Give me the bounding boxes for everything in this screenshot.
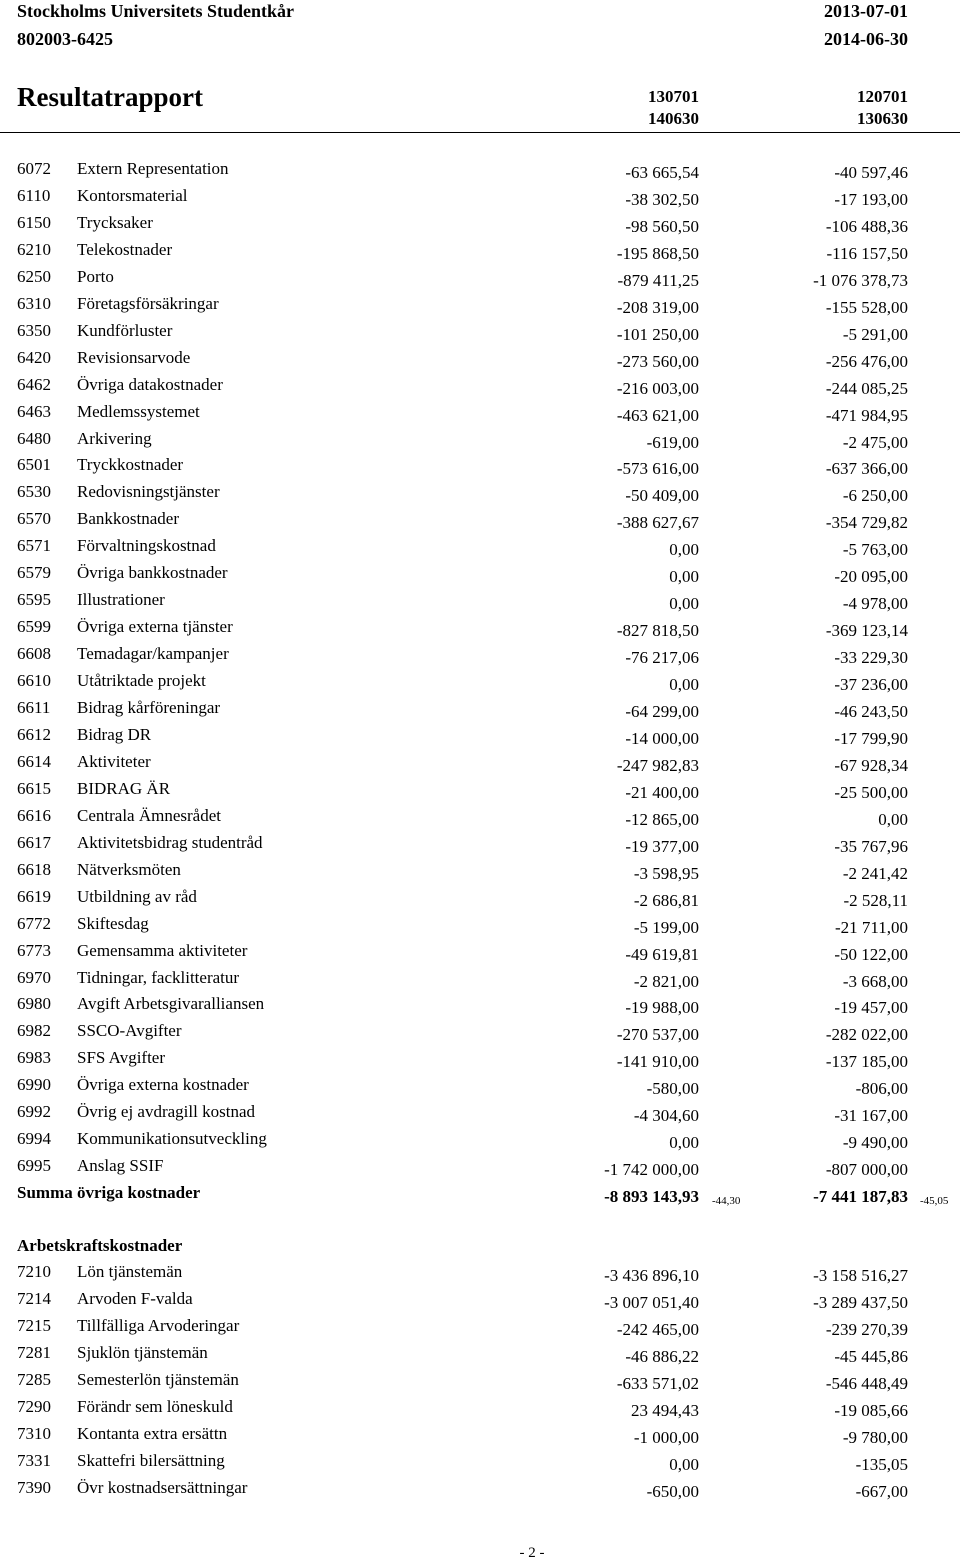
account-number: 6611 [17, 698, 51, 717]
value-current-year: -12 865,00 [625, 809, 699, 829]
account-name: Gemensamma aktiviteter [77, 940, 248, 960]
account-name: Trycksaker [77, 212, 153, 232]
value-current-year: -4 304,60 [633, 1106, 699, 1126]
value-previous-year: -4 978,00 [842, 594, 908, 614]
value-previous-year: -17 799,90 [834, 728, 908, 748]
table-row [0, 1262, 960, 1289]
value-current-year: 0,00 [669, 675, 699, 695]
account-number: 6980 [17, 994, 51, 1014]
account-number: 6615 [17, 778, 51, 798]
table-row [0, 590, 960, 617]
account-number: 6595 [17, 590, 51, 610]
table-row [0, 1343, 960, 1370]
account-name: Övriga datakostnader [77, 374, 223, 394]
value-previous-year: -19 085,66 [834, 1400, 908, 1420]
table-row [0, 644, 960, 671]
account-number: 6250 [17, 266, 51, 286]
account-number: 6579 [17, 563, 51, 583]
value-previous-year: -116 157,50 [826, 243, 908, 263]
value-current-year: -879 411,25 [617, 270, 699, 290]
account-name: Övr kostnadsersättningar [77, 1477, 248, 1497]
account-number: 6420 [17, 347, 51, 367]
table-row [0, 887, 960, 914]
summary-value-previous-year: -7 441 187,83 [813, 1187, 908, 1207]
value-current-year: -3 007 051,40 [604, 1292, 699, 1312]
table-row [0, 1397, 960, 1424]
table-row [0, 860, 960, 887]
account-name: Redovisningstjänster [77, 482, 220, 502]
value-current-year: -195 868,50 [616, 243, 699, 263]
value-current-year: -19 377,00 [625, 836, 699, 856]
account-name: Porto [77, 266, 114, 286]
account-number: 6612 [17, 724, 51, 744]
account-name: Arkivering [77, 428, 152, 448]
value-previous-year: -471 984,95 [825, 405, 908, 425]
table-row [0, 806, 960, 833]
table-row [0, 1048, 960, 1075]
account-number: 6617 [17, 832, 51, 852]
table-row [0, 1075, 960, 1102]
value-previous-year: -256 476,00 [825, 351, 908, 371]
account-number: 6608 [17, 644, 51, 664]
account-number: 6990 [17, 1075, 51, 1095]
account-name: Medlemssystemet [77, 401, 200, 421]
organization-number: 802003-6425 [17, 29, 113, 49]
table-row [0, 752, 960, 779]
value-current-year: -2 686,81 [633, 890, 699, 910]
value-current-year: -827 818,50 [616, 621, 699, 641]
value-previous-year: -9 490,00 [842, 1133, 908, 1153]
value-current-year: -19 988,00 [625, 998, 699, 1018]
value-current-year: -247 982,83 [616, 755, 699, 775]
value-previous-year: -46 243,50 [834, 702, 908, 721]
value-current-year: -38 302,50 [625, 189, 699, 209]
account-name: Bidrag kårföreningar [77, 698, 221, 717]
value-previous-year: 0,00 [878, 809, 908, 829]
value-previous-year: -6 250,00 [842, 486, 908, 506]
account-number: 7390 [17, 1477, 51, 1497]
table-row [0, 941, 960, 968]
account-number: 6463 [17, 401, 51, 421]
value-previous-year: -21 711,00 [834, 917, 908, 937]
account-name: Temadagar/kampanjer [77, 644, 229, 664]
value-current-year: -98 560,50 [625, 216, 699, 236]
account-number: 6610 [17, 671, 51, 691]
account-number: 6773 [17, 940, 51, 960]
header-divider [0, 132, 960, 133]
table-row [0, 536, 960, 563]
value-current-year: -650,00 [646, 1481, 699, 1501]
value-previous-year: -806,00 [855, 1079, 908, 1099]
value-previous-year: -50 122,00 [834, 944, 908, 964]
section-title: Arbetskraftskostnader [17, 1236, 183, 1255]
value-previous-year: -3 289 437,50 [813, 1292, 908, 1312]
account-name: Sjuklön tjänstemän [77, 1342, 208, 1362]
table-row [0, 455, 960, 482]
table-row [0, 1316, 960, 1343]
table-row [0, 1129, 960, 1156]
table-row [0, 213, 960, 240]
period-start: 2013-07-01 [824, 1, 908, 21]
account-number: 6110 [17, 185, 51, 205]
table-row [0, 402, 960, 429]
account-number: 6994 [17, 1129, 51, 1149]
value-current-year: -573 616,00 [616, 459, 699, 479]
value-previous-year: -1 076 378,73 [813, 270, 908, 290]
account-number: 6150 [17, 212, 51, 232]
value-current-year: -270 537,00 [616, 1025, 699, 1045]
value-current-year: -3 598,95 [633, 863, 699, 883]
account-name: Nätverksmöten [77, 859, 181, 879]
value-current-year: -14 000,00 [625, 728, 699, 748]
value-previous-year: -546 448,49 [825, 1373, 908, 1393]
value-previous-year: -3 158 516,27 [813, 1266, 908, 1285]
table-row [0, 1289, 960, 1316]
value-current-year: -242 465,00 [616, 1319, 699, 1339]
value-previous-year: -17 193,00 [834, 189, 908, 209]
value-current-year: -46 886,22 [625, 1346, 699, 1366]
account-name: Kommunikationsutveckling [77, 1129, 267, 1149]
period-end: 2014-06-30 [824, 29, 908, 49]
table-row [0, 1156, 960, 1183]
account-name: Revisionsarvode [77, 347, 191, 367]
value-current-year: -619,00 [646, 432, 699, 452]
value-current-year: -388 627,67 [616, 513, 699, 533]
value-current-year: -101 250,00 [616, 324, 699, 344]
value-previous-year: -637 366,00 [825, 459, 908, 479]
value-previous-year: -282 022,00 [825, 1025, 908, 1045]
account-name: Kundförluster [77, 320, 173, 340]
account-number: 6982 [17, 1021, 51, 1041]
account-number: 6462 [17, 374, 51, 394]
value-previous-year: -5 291,00 [842, 324, 908, 344]
value-previous-year: -807 000,00 [825, 1160, 908, 1180]
account-name: Kontorsmaterial [77, 185, 188, 205]
col2-period-top: 120701 [857, 87, 908, 106]
value-previous-year: -45 445,86 [834, 1346, 908, 1366]
value-current-year: -208 319,00 [616, 297, 699, 317]
summary-row [0, 1183, 960, 1210]
value-previous-year: -2 475,00 [842, 432, 908, 452]
table-row [0, 914, 960, 941]
table-row [0, 294, 960, 321]
table-row [0, 159, 960, 186]
account-name: Bankkostnader [77, 509, 179, 529]
account-number: 7285 [17, 1369, 51, 1389]
table-row [0, 509, 960, 536]
value-previous-year: -239 270,39 [825, 1319, 908, 1339]
account-number: 6614 [17, 751, 51, 771]
account-name: Övrig ej avdragill kostnad [77, 1102, 255, 1122]
account-number: 7210 [17, 1262, 51, 1281]
value-current-year: 0,00 [669, 1133, 699, 1153]
account-number: 6501 [17, 455, 51, 475]
table-row [0, 429, 960, 456]
account-name: Aktivitetsbidrag studentråd [77, 832, 263, 852]
value-previous-year: -31 167,00 [834, 1106, 908, 1126]
value-previous-year: -369 123,14 [825, 621, 908, 641]
value-current-year: -50 409,00 [625, 486, 699, 506]
account-name: SSCO-Avgifter [77, 1021, 182, 1041]
account-number: 6310 [17, 293, 51, 313]
table-row [0, 1102, 960, 1129]
account-name: Aktiviteter [77, 751, 151, 771]
account-number: 6970 [17, 967, 51, 987]
table-row [0, 563, 960, 590]
account-number: 7215 [17, 1315, 51, 1335]
account-name: Skattefri bilersättning [77, 1450, 225, 1470]
account-number: 6599 [17, 617, 51, 637]
value-previous-year: -40 597,46 [834, 163, 908, 182]
table-row [0, 186, 960, 213]
account-number: 6772 [17, 913, 51, 933]
value-current-year: -580,00 [646, 1079, 699, 1099]
summary-percent-current-year: -44,30 [712, 1195, 741, 1208]
value-previous-year: -2 241,42 [842, 863, 908, 883]
account-number: 6992 [17, 1102, 51, 1122]
value-previous-year: -2 528,11 [843, 890, 908, 910]
account-number: 6616 [17, 805, 51, 825]
account-name: Tidningar, facklitteratur [77, 967, 240, 987]
value-current-year: -3 436 896,10 [604, 1266, 699, 1285]
table-row [0, 321, 960, 348]
table-row [0, 240, 960, 267]
value-current-year: 0,00 [669, 594, 699, 614]
account-number: 6210 [17, 239, 51, 259]
value-previous-year: -20 095,00 [834, 567, 908, 587]
table-row [0, 1424, 960, 1451]
value-current-year: -64 299,00 [625, 702, 699, 721]
account-number: 7290 [17, 1396, 51, 1416]
value-current-year: -463 621,00 [616, 405, 699, 425]
value-current-year: -76 217,06 [625, 648, 699, 668]
account-number: 6619 [17, 886, 51, 906]
value-current-year: -1 000,00 [633, 1427, 699, 1447]
account-number: 6480 [17, 428, 51, 448]
value-previous-year: -9 780,00 [842, 1427, 908, 1447]
account-name: Avgift Arbetsgivaralliansen [77, 994, 265, 1014]
account-number: 6983 [17, 1048, 51, 1068]
value-current-year: 23 494,43 [631, 1400, 699, 1420]
account-name: Illustrationer [77, 590, 165, 610]
value-current-year: -216 003,00 [616, 378, 699, 398]
table-row [0, 1478, 960, 1505]
col1-period-bottom: 140630 [648, 109, 699, 128]
value-current-year: -633 571,02 [616, 1373, 699, 1393]
value-current-year: -273 560,00 [616, 351, 699, 371]
table-row [0, 1370, 960, 1397]
col1-period-top: 130701 [648, 87, 699, 106]
account-name: Centrala Ämnesrådet [77, 805, 221, 825]
table-row [0, 698, 960, 725]
value-current-year: -141 910,00 [616, 1052, 699, 1072]
value-current-year: -2 821,00 [633, 971, 699, 991]
value-current-year: -1 742 000,00 [604, 1160, 699, 1180]
value-current-year: 0,00 [669, 540, 699, 560]
account-name: Utbildning av råd [77, 886, 197, 906]
value-previous-year: -135,05 [855, 1454, 908, 1474]
page-number: - 2 - [519, 1545, 545, 1561]
table-row [0, 1021, 960, 1048]
account-name: Övriga externa kostnader [77, 1075, 249, 1095]
account-name: Extern Representation [77, 159, 229, 178]
table-row [0, 968, 960, 995]
account-name: Övriga externa tjänster [77, 617, 233, 637]
table-row [0, 348, 960, 375]
account-name: Tryckkostnader [77, 455, 184, 475]
account-number: 6571 [17, 536, 51, 556]
col2-period-bottom: 130630 [857, 109, 908, 128]
summary-label: Summa övriga kostnader [17, 1183, 201, 1203]
value-previous-year: -5 763,00 [842, 540, 908, 560]
table-row [0, 725, 960, 752]
value-previous-year: -25 500,00 [834, 782, 908, 802]
value-previous-year: -137 185,00 [825, 1052, 908, 1072]
table-row [0, 267, 960, 294]
account-name: Utåtriktade projekt [77, 671, 206, 691]
account-number: 6072 [17, 159, 51, 178]
table-row [0, 833, 960, 860]
value-previous-year: -19 457,00 [834, 998, 908, 1018]
value-current-year: -63 665,54 [625, 163, 699, 182]
account-number: 6995 [17, 1156, 51, 1176]
account-name: BIDRAG ÄR [77, 778, 171, 798]
value-previous-year: -33 229,30 [834, 648, 908, 668]
account-number: 6570 [17, 509, 51, 529]
account-number: 6530 [17, 482, 51, 502]
table-row [0, 779, 960, 806]
account-name: Övriga bankkostnader [77, 563, 228, 583]
value-previous-year: -244 085,25 [825, 378, 908, 398]
value-previous-year: -106 488,36 [825, 216, 908, 236]
summary-value-current-year: -8 893 143,93 [604, 1187, 699, 1207]
value-current-year: 0,00 [669, 1454, 699, 1474]
value-current-year: 0,00 [669, 567, 699, 587]
account-name: Lön tjänstemän [77, 1262, 183, 1281]
report-title: Resultatrapport [17, 82, 203, 112]
value-previous-year: -354 729,82 [825, 513, 908, 533]
value-current-year: -5 199,00 [633, 917, 699, 937]
account-name: Förvaltningskostnad [77, 536, 216, 556]
account-name: Kontanta extra ersättn [77, 1423, 228, 1443]
account-name: Semesterlön tjänstemän [77, 1369, 239, 1389]
account-number: 7331 [17, 1450, 51, 1470]
account-number: 6618 [17, 859, 51, 879]
table-row [0, 617, 960, 644]
value-previous-year: -67 928,34 [834, 755, 908, 775]
organization-name: Stockholms Universitets Studentkår [17, 1, 295, 21]
account-number: 6350 [17, 320, 51, 340]
account-name: Telekostnader [77, 239, 173, 259]
table-row [0, 1451, 960, 1478]
account-number: 7310 [17, 1423, 51, 1443]
table-row [0, 671, 960, 698]
account-name: Anslag SSIF [77, 1156, 164, 1176]
account-name: SFS Avgifter [77, 1048, 166, 1068]
account-name: Arvoden F-valda [77, 1288, 193, 1308]
value-current-year: -49 619,81 [625, 944, 699, 964]
value-previous-year: -35 767,96 [834, 836, 908, 856]
value-current-year: -21 400,00 [625, 782, 699, 802]
account-name: Skiftesdag [77, 913, 149, 933]
table-row [0, 994, 960, 1021]
summary-percent-previous-year: -45,05 [920, 1195, 949, 1208]
account-number: 7214 [17, 1288, 51, 1308]
table-row [0, 375, 960, 402]
value-previous-year: -37 236,00 [834, 675, 908, 695]
value-previous-year: -3 668,00 [842, 971, 908, 991]
table-row [0, 482, 960, 509]
account-name: Bidrag DR [77, 724, 152, 744]
account-number: 7281 [17, 1342, 51, 1362]
value-previous-year: -667,00 [855, 1481, 908, 1501]
account-name: Förändr sem löneskuld [77, 1396, 233, 1416]
account-name: Tillfälliga Arvoderingar [77, 1315, 240, 1335]
value-previous-year: -155 528,00 [825, 297, 908, 317]
account-name: Företagsförsäkringar [77, 293, 219, 313]
